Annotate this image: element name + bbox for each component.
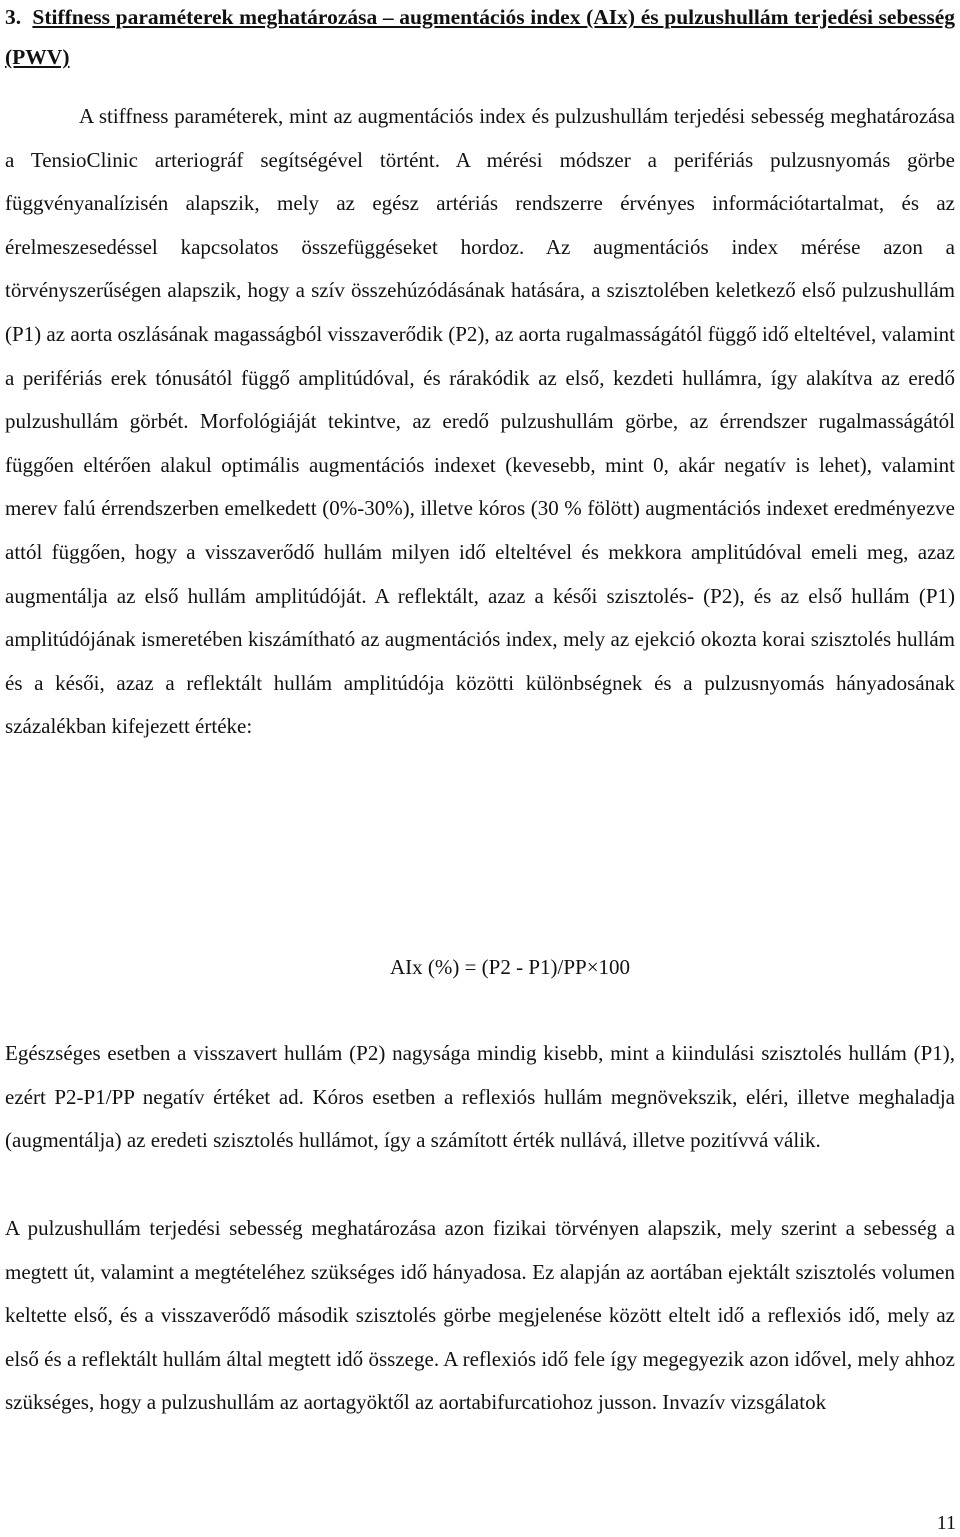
section-title: Stiffness paraméterek meghatározása – augmentációs index (AIx) és pulzushullám terjedési sebesség (PWV): [5, 5, 955, 69]
section-heading: [5, 0, 955, 77]
section-number: 3.: [5, 5, 22, 29]
augmentation-index-formula: AIx (%) = (P2 - P1)/PP×100: [389, 955, 631, 979]
paragraph-pwv: A pulzushullám terjedési sebesség meghatározása azon fizikai törvényen alapszik, mely szerint a sebesség a megtett út, valamint a megtételéhez szükséges idő hányadosa. Ez alapján az aortában ejektált szisztolés volumen keltette első, és a visszaverődő második szisztolés görbe megjelenése között eltelt idő a reflexiós idő, mely az első és a reflektált hullám által megtett idő összege. A reflexiós idő fele így megegyezik azon idővel, mely ahhoz szükséges, hogy a pulzushullám az aortagyöktől az aortabifurcatiohoz jusson. Invazív vizsgálatok: [5, 1216, 955, 1415]
page-number: 11: [936, 1512, 956, 1534]
paragraph-stiffness-intro: A stiffness paraméterek, mint az augmentációs index és pulzushullám terjedési sebesség meghatározása a TensioClinic arteriográf segítségével történt. A mérési módszer a perifériás pulzusnyomás görbe függvényanalízisén alapszik, mely az egész artériás rendszerre érvényes információtartalmat, és az érelmeszesedéssel kapcsolatos összefüggéseket hordoz. Az augmentációs index mérése azon a törvényszerűségen alapszik, hogy a szív összehúzódásának hatására, a szisztolében keletkező első pulzushullám (P1) az aorta oszlásának magasságból visszaverődik (P2), az aorta rugalmasságától függő idő elteltével, valamint a perifériás erek tónusától függő amplitúdóval, és rárakódik az első, kezdeti hullámra, így alakítva az eredő pulzushullám görbét. Morfológiáját tekintve, az eredő pulzushullám görbe, az érrendszer rugalmasságától függően eltérően alakul optimális augmentációs indexet (kevesebb, mint 0, akár negatív is lehet), valamint merev falú érrendszerben emelkedett (0%-30%), illetve kóros (30 % fölött) augmentációs indexet eredményezve attól függően, hogy a visszaverődő hullám milyen idő elteltével és mekkora amplitúdóval emeli meg, azaz augmentálja az első hullám amplitúdóját. A reflektált, azaz a késői szisztolés- (P2), és az első hullám (P1) amplitúdójának ismeretében kiszámítható az augmentációs index, mely az ejekció okozta korai szisztolés hullám és a késői, azaz a reflektált hullám amplitúdója közötti különbségnek és a pulzusnyomás hányadosának százalékban kifejezett értéke:: [5, 104, 955, 739]
paragraph-healthy-vs-pathological: Egészséges esetben a visszavert hullám (P2) nagysága mindig kisebb, mint a kiindulási szisztolés hullám (P1), ezért P2-P1/PP negatív értéket ad. Kóros esetben a reflexiós hullám megnövekszik, eléri, illetve meghaladja (augmentálja) az eredeti szisztolés hullámot, így a számított érték nullává, illetve pozitívvá válik.: [5, 1041, 955, 1153]
